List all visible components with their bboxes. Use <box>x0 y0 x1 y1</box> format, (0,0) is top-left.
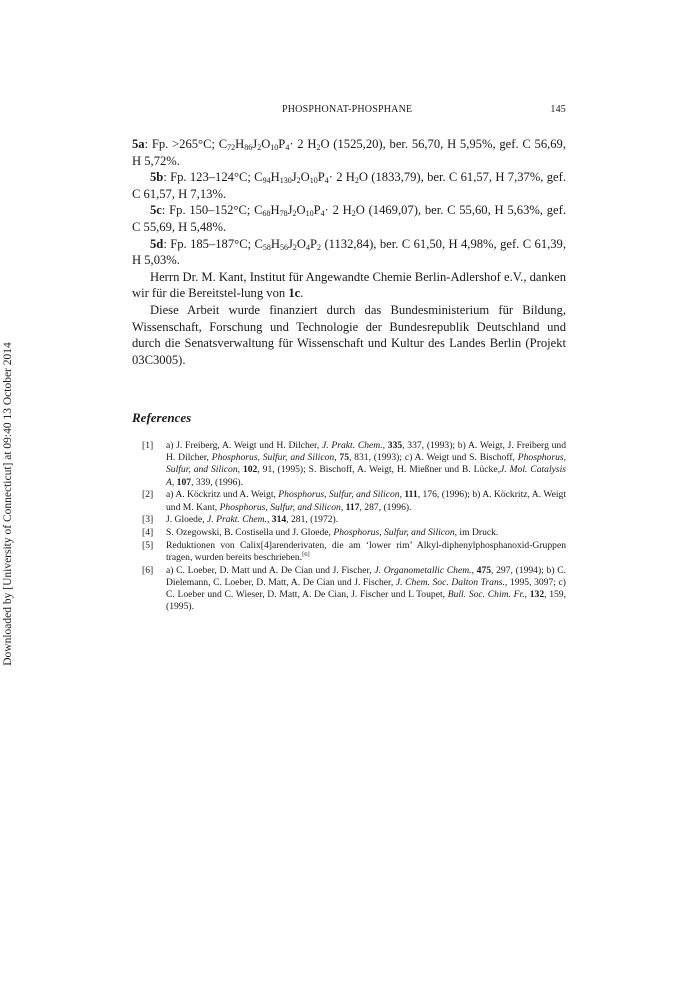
reference-list <box>142 440 566 614</box>
reference-6: [6] a) C. Loeber, D. Matt und A. De Cian und J. Fischer, J. Organometallic Chem., 475, 297, (1994); b) C. Dielemann, C. Loeber, D. Matt, A. De Cian und J. Fischer, J. Chem. Soc. Dalton Trans., 1995, 3097; c) C. Loeber und C. Wieser, D. Matt, A. De Cian, J. Fischer und L Toupet, Bull. Soc. Chim. Fr., 132, 159, (1995). <box>142 564 567 613</box>
compound-5b: 5b: Fp. 123–124°C; $C_{94}H_{130}J_2O_{10}P_4\cdot 2$ $H_2O$ (1833,79), ber. C 61,57, H 7,37%, gef. C 61,57, H 7,13%. <box>132 170 566 201</box>
compound-5a: 5a: Fp. >265°C; $C_{72}H_{86}J_2O_{10}P_4\cdot 2$ $H_2O$ (1525,20), ber. 56,70, H 5,95%, gef. C 56,69, H 5,72%. <box>132 137 567 168</box>
compound-id: 5a <box>132 137 145 151</box>
references-heading: References <box>132 410 192 425</box>
acknowledgement-2: Diese Arbeit wurde finanziert durch das Bundesministerium für Bildung, Wissenschaft, Forschung und Technologie der Bundesrepublik Deutschland und durch die Senatsverwaltung für Wissenschaft und Kultur des Landes Berlin (Projekt 03C3005). <box>132 302 566 367</box>
compound-id: 5c <box>150 203 162 218</box>
compound-5d: 5d: Fp. 185–187°C; $C_{58}H_{56}J_2O_4P_2$ (1132,84), ber. C 61,50, H 4,98%, gef. C 61,39, H 5,03%. <box>132 236 567 268</box>
reference-2: [2] a) A. Köckritz und A. Weigt, Phosphorus, Sulfur, and Silicon, 111, 176, (1996); b) A. Köckritz, A. Weigt und M. Kant, Phosphorus, Sulfur, and Silicon, 117, 287, (1996). <box>142 489 566 513</box>
compound-id: 5b <box>150 170 164 185</box>
reference-5: [5] Reduktionen von Calix[4]arenderivaten, die am ‘lower rim’ Alkyl-diphenylphosphanoxid-Gruppen tragen, wurden bereits beschrieben.[6] <box>142 539 566 563</box>
compound-id: 5d <box>150 236 164 251</box>
reference-1: [1] a) J. Freiberg, A. Weigt und H. Dilcher, J. Prakt. Chem., 335, 337, (1993); b) A. Weigt, J. Freiberg und H. Dilcher, Phosphorus, Sulfur, and Silicon, 75, 831, (1993); c) A. Weigt und S. Bischoff, Phosphorus, Sulfur, and Silicon, 102, 91, (1995); S. Bischoff, A. Weigt, H. Mießner und B. Lücke,J. Mol. Catalysis A, 107, 339, (1996). <box>142 440 567 488</box>
page-number: 145 <box>550 104 566 115</box>
acknowledgement-1: Herrn Dr. M. Kant, Institut für Angewandte Chemie Berlin-Adlershof e.V., danken wir für die Bereitstel-lung von 1c. <box>132 269 566 301</box>
body-text <box>132 136 566 368</box>
running-title: PHOSPHONAT-PHOSPHANE <box>282 104 413 115</box>
download-stamp-text: Downloaded by [University of Connecticut] at 09:40 13 October 2014 <box>2 342 14 666</box>
reference-4: [4] S. Ozegowski, B. Costisella und J. Gloede, Phosphorus, Sulfur, and Silicon, im Druck. <box>142 526 499 538</box>
compound-5c: 5c: Fp. 150–152°C; $C_{68}H_{78}J_2O_{10}P_4\cdot 2$ $H_2O$ (1469,07), ber. C 55,60, H 5,63%, gef. C 55,69, H 5,48%. <box>132 203 566 234</box>
reference-3: [3] J. Gloede, J. Prakt. Chem., 314, 281, (1972). <box>142 514 339 526</box>
